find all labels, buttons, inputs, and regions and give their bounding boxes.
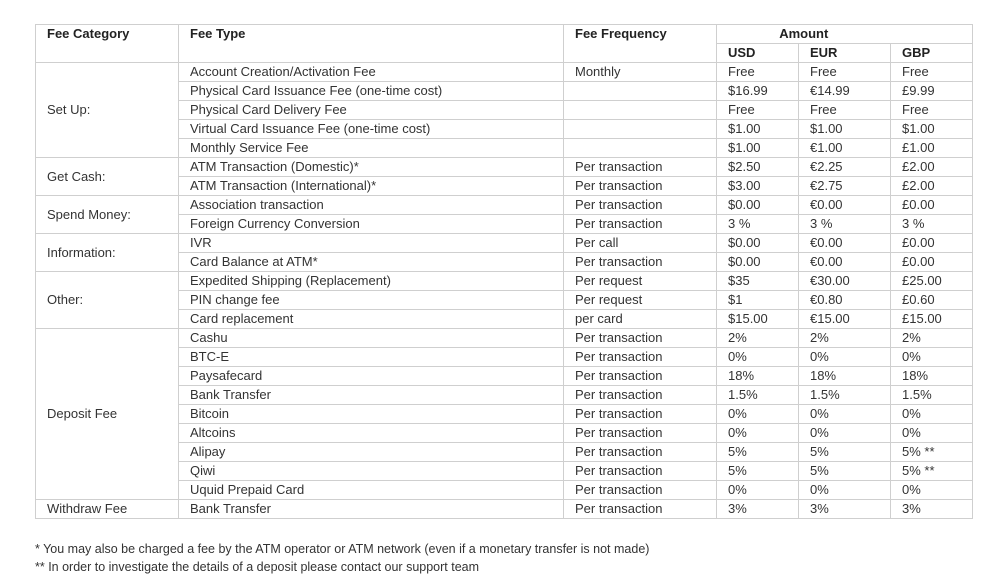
- usd-cell: $1.00: [717, 120, 799, 139]
- gbp-cell: £1.00: [891, 139, 973, 158]
- header-amount-spacer: [891, 25, 973, 44]
- gbp-cell: 0%: [891, 481, 973, 500]
- fee-category-cell: Information:: [36, 234, 179, 272]
- eur-cell: $1.00: [799, 120, 891, 139]
- eur-cell: 0%: [799, 405, 891, 424]
- table-row: [36, 500, 973, 519]
- table-row: [36, 196, 973, 215]
- gbp-cell: 2%: [891, 329, 973, 348]
- gbp-cell: Free: [891, 63, 973, 82]
- footnotes: [35, 540, 649, 576]
- fee-type-cell: ATM Transaction (Domestic)*: [179, 158, 564, 177]
- fee-frequency-cell: per card: [564, 310, 717, 329]
- footnote-deposit: ** In order to investigate the details of a deposit please contact our support team: [35, 560, 480, 574]
- fee-frequency-cell: Per transaction: [564, 481, 717, 500]
- fee-type-cell: Physical Card Delivery Fee: [179, 101, 564, 120]
- table-row: [36, 63, 973, 82]
- table-row: [36, 272, 973, 291]
- eur-cell: 5%: [799, 443, 891, 462]
- eur-cell: 2%: [799, 329, 891, 348]
- fee-frequency-cell: Per request: [564, 272, 717, 291]
- fee-type-cell: Qiwi: [179, 462, 564, 481]
- fee-frequency-cell: [564, 82, 717, 101]
- eur-cell: 0%: [799, 424, 891, 443]
- usd-cell: Free: [717, 101, 799, 120]
- gbp-cell: 0%: [891, 348, 973, 367]
- fee-category-cell: Set Up:: [36, 63, 179, 158]
- fee-type-cell: Uquid Prepaid Card: [179, 481, 564, 500]
- fee-type-cell: Card replacement: [179, 310, 564, 329]
- usd-cell: $15.00: [717, 310, 799, 329]
- usd-cell: 0%: [717, 424, 799, 443]
- fee-frequency-cell: Per transaction: [564, 158, 717, 177]
- fee-frequency-cell: Per request: [564, 291, 717, 310]
- fee-frequency-cell: Per transaction: [564, 348, 717, 367]
- gbp-cell: 0%: [891, 405, 973, 424]
- usd-cell: 0%: [717, 481, 799, 500]
- header-fee-category: Fee Category: [36, 25, 179, 63]
- gbp-cell: £25.00: [891, 272, 973, 291]
- header-amount: Amount: [717, 25, 891, 44]
- fee-category-cell: Spend Money:: [36, 196, 179, 234]
- usd-cell: 0%: [717, 405, 799, 424]
- eur-cell: €30.00: [799, 272, 891, 291]
- header-row: [36, 25, 973, 44]
- table-header: [36, 25, 973, 63]
- fee-frequency-cell: Per transaction: [564, 329, 717, 348]
- gbp-cell: £15.00: [891, 310, 973, 329]
- usd-cell: 1.5%: [717, 386, 799, 405]
- eur-cell: Free: [799, 101, 891, 120]
- usd-cell: 5%: [717, 462, 799, 481]
- fee-type-cell: Virtual Card Issuance Fee (one-time cost): [179, 120, 564, 139]
- fee-frequency-cell: Per transaction: [564, 196, 717, 215]
- usd-cell: 2%: [717, 329, 799, 348]
- usd-cell: 5%: [717, 443, 799, 462]
- header-eur: EUR: [799, 44, 891, 63]
- gbp-cell: 3%: [891, 500, 973, 519]
- gbp-cell: 5% **: [891, 443, 973, 462]
- usd-cell: 18%: [717, 367, 799, 386]
- fee-frequency-cell: [564, 120, 717, 139]
- usd-cell: $2.50: [717, 158, 799, 177]
- fee-type-cell: ATM Transaction (International)*: [179, 177, 564, 196]
- fee-frequency-cell: Per transaction: [564, 405, 717, 424]
- fee-frequency-cell: Per transaction: [564, 386, 717, 405]
- fee-type-cell: Bank Transfer: [179, 386, 564, 405]
- fee-category-cell: Other:: [36, 272, 179, 329]
- fee-frequency-cell: Per call: [564, 234, 717, 253]
- fee-type-cell: Alipay: [179, 443, 564, 462]
- gbp-cell: £0.00: [891, 253, 973, 272]
- fee-type-cell: Physical Card Issuance Fee (one-time cost): [179, 82, 564, 101]
- gbp-cell: 3 %: [891, 215, 973, 234]
- header-usd: USD: [717, 44, 799, 63]
- header-gbp: GBP: [891, 44, 973, 63]
- fee-type-cell: Altcoins: [179, 424, 564, 443]
- usd-cell: 0%: [717, 348, 799, 367]
- eur-cell: €0.00: [799, 234, 891, 253]
- fee-frequency-cell: [564, 139, 717, 158]
- fee-type-cell: BTC-E: [179, 348, 564, 367]
- usd-cell: $0.00: [717, 253, 799, 272]
- fee-type-cell: Card Balance at ATM*: [179, 253, 564, 272]
- eur-cell: €1.00: [799, 139, 891, 158]
- fee-type-cell: Bank Transfer: [179, 500, 564, 519]
- usd-cell: $0.00: [717, 234, 799, 253]
- eur-cell: 0%: [799, 481, 891, 500]
- header-fee-type: Fee Type: [179, 25, 564, 63]
- fee-frequency-cell: Per transaction: [564, 177, 717, 196]
- fee-frequency-cell: Per transaction: [564, 462, 717, 481]
- eur-cell: €2.75: [799, 177, 891, 196]
- fee-frequency-cell: Per transaction: [564, 424, 717, 443]
- gbp-cell: £0.00: [891, 234, 973, 253]
- usd-cell: $3.00: [717, 177, 799, 196]
- footnote-atm: * You may also be charged a fee by the ATM operator or ATM network (even if a monetary transfer is not made): [35, 542, 650, 556]
- eur-cell: €0.00: [799, 253, 891, 272]
- fee-table: [35, 24, 973, 519]
- eur-cell: 0%: [799, 348, 891, 367]
- eur-cell: Free: [799, 63, 891, 82]
- eur-cell: 18%: [799, 367, 891, 386]
- fee-type-cell: Cashu: [179, 329, 564, 348]
- fee-type-cell: IVR: [179, 234, 564, 253]
- gbp-cell: £0.00: [891, 196, 973, 215]
- header-fee-frequency: Fee Frequency: [564, 25, 717, 63]
- eur-cell: 3 %: [799, 215, 891, 234]
- gbp-cell: £2.00: [891, 158, 973, 177]
- eur-cell: €0.80: [799, 291, 891, 310]
- usd-cell: $0.00: [717, 196, 799, 215]
- usd-cell: $1.00: [717, 139, 799, 158]
- eur-cell: €0.00: [799, 196, 891, 215]
- fee-category-cell: Withdraw Fee: [36, 500, 179, 519]
- gbp-cell: £2.00: [891, 177, 973, 196]
- fee-type-cell: Foreign Currency Conversion: [179, 215, 564, 234]
- fee-type-cell: Expedited Shipping (Replacement): [179, 272, 564, 291]
- gbp-cell: 5% **: [891, 462, 973, 481]
- fee-frequency-cell: [564, 101, 717, 120]
- fee-type-cell: Association transaction: [179, 196, 564, 215]
- fee-type-cell: PIN change fee: [179, 291, 564, 310]
- fee-frequency-cell: Per transaction: [564, 367, 717, 386]
- fee-category-cell: Get Cash:: [36, 158, 179, 196]
- gbp-cell: £9.99: [891, 82, 973, 101]
- fee-type-cell: Account Creation/Activation Fee: [179, 63, 564, 82]
- usd-cell: 3%: [717, 500, 799, 519]
- table-row: [36, 158, 973, 177]
- gbp-cell: 18%: [891, 367, 973, 386]
- eur-cell: €15.00: [799, 310, 891, 329]
- usd-cell: $35: [717, 272, 799, 291]
- gbp-cell: £0.60: [891, 291, 973, 310]
- eur-cell: 1.5%: [799, 386, 891, 405]
- usd-cell: 3 %: [717, 215, 799, 234]
- gbp-cell: 1.5%: [891, 386, 973, 405]
- fee-type-cell: Paysafecard: [179, 367, 564, 386]
- fee-frequency-cell: Per transaction: [564, 215, 717, 234]
- table-row: [36, 234, 973, 253]
- fee-frequency-cell: Per transaction: [564, 443, 717, 462]
- eur-cell: 5%: [799, 462, 891, 481]
- fee-type-cell: Monthly Service Fee: [179, 139, 564, 158]
- table-row: [36, 329, 973, 348]
- table-body: [36, 63, 973, 519]
- gbp-cell: Free: [891, 101, 973, 120]
- fee-frequency-cell: Per transaction: [564, 253, 717, 272]
- gbp-cell: 0%: [891, 424, 973, 443]
- usd-cell: $16.99: [717, 82, 799, 101]
- gbp-cell: $1.00: [891, 120, 973, 139]
- fee-category-cell: Deposit Fee: [36, 329, 179, 500]
- eur-cell: €2.25: [799, 158, 891, 177]
- fee-frequency-cell: Per transaction: [564, 500, 717, 519]
- fee-frequency-cell: Monthly: [564, 63, 717, 82]
- usd-cell: $1: [717, 291, 799, 310]
- eur-cell: €14.99: [799, 82, 891, 101]
- fee-type-cell: Bitcoin: [179, 405, 564, 424]
- eur-cell: 3%: [799, 500, 891, 519]
- usd-cell: Free: [717, 63, 799, 82]
